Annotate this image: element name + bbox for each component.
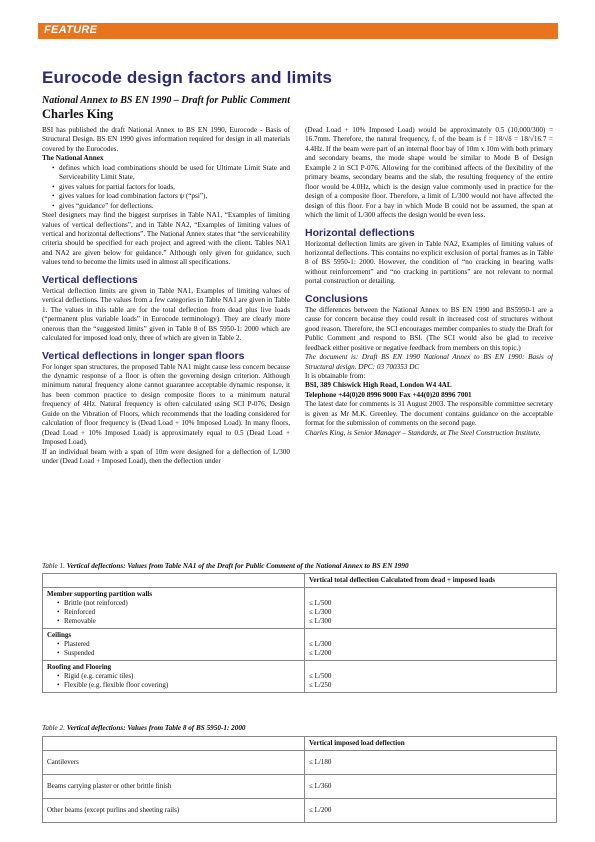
paragraph: Steel designers may find the biggest surprises in Table NA1, “Examples of limiting values of vertical deflections”, and in Table NA2, “Examples of limiting values of vertical and horizontal deflections”. The National Annex states that “the serviceability criteria should be specified for each project and agreed with the client. Tables NA1 and NA2 are given below for guidance.” Although only given for guidance, such values tend to become the limits used in almost all specifications. <box>42 211 290 267</box>
table2-caption-text: Vertical deflections: Values from Table 8 of BS 5950-1: 2000 <box>66 724 246 732</box>
table-cell <box>43 737 305 751</box>
table1-caption-text: Vertical deflections: Values from Table NA1 of the Draft for Public Comment of the National Annex to BS EN 1990 <box>66 562 409 570</box>
feature-banner <box>38 23 558 39</box>
table-row <box>43 751 557 775</box>
annex-heading: The National Annex <box>42 154 104 163</box>
limit-value: ≤ L/200 <box>305 799 557 823</box>
limit-value: ≤ L/300 <box>309 608 332 616</box>
paragraph: If an individual beam with a span of 10m were designed for a deflection of L/300 under (Dead Load + Imposed Load), then the deflection under <box>42 447 290 466</box>
limit-value: ≤ L/500 <box>309 672 332 680</box>
address-line: BSI, 389 Chiswick High Road, London W4 4AL <box>305 381 452 390</box>
table1 <box>42 573 557 693</box>
table1-caption <box>42 562 409 570</box>
table-row <box>43 775 557 799</box>
section-heading: Vertical deflections <box>42 273 138 286</box>
table-cell <box>305 629 557 661</box>
table-cell <box>43 574 305 588</box>
article-author: Charles King <box>42 107 114 121</box>
paragraph: Horizontal deflection limits are given in Table NA2, Examples of limiting values of horizontal deflections. This contains no explicit exclusion of portal frames as in Table 8 of BS 5950-1: 2000. However, the condition of “no cracking in bearing walls without reinforcement” and “no cracking in partitions” are not relevant to normal portal construction or detailing. <box>305 239 553 286</box>
text-column-right <box>305 126 553 556</box>
paragraph: The differences between the National Annex to BS EN 1990 and BS5950-1 are a cause for concern because they could result in increased cost of structures without good reason. Therefore, the SCI encourages member companies to study the Draft for Public Comment and respond to BSI. (The SCI would also be glad to receive feedback either positive or negative feedback from members on this topic.) <box>305 305 553 352</box>
table-cell <box>43 588 305 629</box>
feature-label: FEATURE <box>44 24 98 36</box>
table2-caption <box>42 724 246 732</box>
section-heading: Conclusions <box>305 292 369 305</box>
text-column-left <box>42 126 290 563</box>
bullet-item: • defines which load combinations should be used for Ultimate Limit State and Serviceability Limit State, <box>54 164 290 183</box>
group-items <box>47 672 300 690</box>
limit-value: ≤ L/180 <box>305 751 557 775</box>
table1-header: Vertical total deflection Calculated from dead + imposed loads <box>305 574 557 588</box>
table-row <box>43 629 557 661</box>
section-heading: Vertical deflections in longer span floors <box>42 349 245 362</box>
annex-bullet-list <box>42 164 290 211</box>
paragraph: (Dead Load + 10% Imposed Load) would be approximately 0.5 (10,000/300) = 16.7mm. Therefore, the natural frequency, f, of the beam is f = 18/√δ = 18/√16.7 = 4.4Hz. If the beam were part of an internal floor bay of 10m x 10m with both primary and secondary beams, the mode shape would be similar to Mode B of Design Example 2 in SCI P-076. Allowing for the combined affects of the flexibility of the primary beams, secondary beams and the slab, the resulting frequency of the entire floor would be 4.0Hz, which is the design value commonly used in practice for the design of a composite floor. Therefore, a limit of L/300 would not have affected the design of this floor. For a bay in which Mode B could not be assumed, the span at which the limit of L/300 affects the design would be even less. <box>305 126 553 220</box>
group-item: • Flexible (e.g. flexible floor covering) <box>59 681 300 690</box>
phone-line: Telephone +44(0)20 8996 9000 Fax +44(0)20 8996 7001 <box>305 390 472 399</box>
article-title: Eurocode design factors and limits <box>42 68 333 87</box>
paragraph: For longer span structures, the proposed Table NA1 might cause less concern because the dynamic response of a floor is often the governing design criterion. Although minimum natural frequency alone cannot guarantee acceptable dynamic response, it has been common practice to design composite floors to a minimum natural frequency of 4Hz. Natural frequency is often calculated using SCI P-076, Design Guide on the Vibration of Floors, which recommends that the loading considered for calculation of floor frequency is (Dead Load + 10% Imposed Load). In many floors, (Dead Load + 10% Imposed Load) is approximately equal to 0.5 (Dead Load + Imposed Load). <box>42 362 290 447</box>
table-cell <box>305 588 557 629</box>
limit-value: ≤ L/500 <box>309 599 332 607</box>
group-items <box>47 599 300 626</box>
author-note: Charles King, is Senior Manager – Standards, at The Steel Construction Institute. <box>305 428 541 437</box>
group-title: Ceilings <box>47 631 72 639</box>
group-items <box>47 640 300 658</box>
table-row <box>43 737 557 751</box>
bullet-item: • gives values for partial factors for loads, <box>54 183 290 192</box>
table2 <box>42 736 557 823</box>
section-heading: Horizontal deflections <box>305 226 415 239</box>
paragraph: The document is: Draft BS EN 1990 National Annex to BS EN 1990: Basis of Structural design. DPC: 03 700353 DC <box>305 353 553 371</box>
table1-caption-prefix: Table 1. <box>42 562 65 570</box>
table2-caption-prefix: Table 2. <box>42 724 65 732</box>
group-item: • Suspended <box>59 649 300 658</box>
limit-value: ≤ L/300 <box>309 617 332 625</box>
row-label: Beams carrying plaster or other brittle finish <box>43 775 305 799</box>
table-cell <box>43 629 305 661</box>
group-item: • Plastered <box>59 640 300 649</box>
bullet-item: • gives values for load combination factors ψ (“psi”), <box>54 192 290 201</box>
table-row <box>43 799 557 823</box>
table2-header: Vertical imposed load deflection <box>305 737 557 751</box>
row-label: Other beams (except purlins and sheeting rails) <box>43 799 305 823</box>
limit-value: ≤ L/300 <box>309 640 332 648</box>
group-item: • Rigid (e.g. ceramic tiles) <box>59 672 300 681</box>
table-row <box>43 574 557 588</box>
table-cell <box>43 661 305 693</box>
group-item: • Brittle (not reinforced) <box>59 599 300 608</box>
table-row <box>43 661 557 693</box>
table-cell <box>305 661 557 693</box>
group-item: • Removable <box>59 617 300 626</box>
paragraph: Vertical deflection limits are given in Table NA1, Examples of limiting values of vertical deflections. The values from a few categories in Table NA1 are given in Table 1. The values in this table are for the total deflection from dead plus live loads (“permanent plus variable loads” in Eurocode terminology). They are clearly more onerous than the “suggested limits” given in Table 8 of BS 5950-1: 2000 which are calculated for imposed load only, three of which are given in Table 2. <box>42 286 290 343</box>
bullet-item: • gives “guidance” for deflections. <box>54 202 290 211</box>
row-label: Cantilevers <box>43 751 305 775</box>
group-item: • Reinforced <box>59 608 300 617</box>
paragraph: It is obtainable from: <box>305 371 366 380</box>
paragraph: The latest date for comments is 31 August 2003. The responsible committee secretary is given as Mr M.K. Greenley. The document contains guidance on the acceptable format for the submission of comments on the second page. <box>305 400 553 428</box>
article-subtitle: National Annex to BS EN 1990 – Draft for Public Comment <box>42 95 290 106</box>
limit-value: ≤ L/250 <box>309 681 332 689</box>
table-row <box>43 588 557 629</box>
group-title: Member supporting partition walls <box>47 590 153 598</box>
limit-value: ≤ L/360 <box>305 775 557 799</box>
group-title: Roofing and Flooring <box>47 663 112 671</box>
limit-value: ≤ L/200 <box>309 649 332 657</box>
paragraph: BSI has published the draft National Annex to BS EN 1990, Eurocode - Basis of Structural Design. BS EN 1990 gives information required for design in all materials covered by the Eurocodes. <box>42 126 290 153</box>
